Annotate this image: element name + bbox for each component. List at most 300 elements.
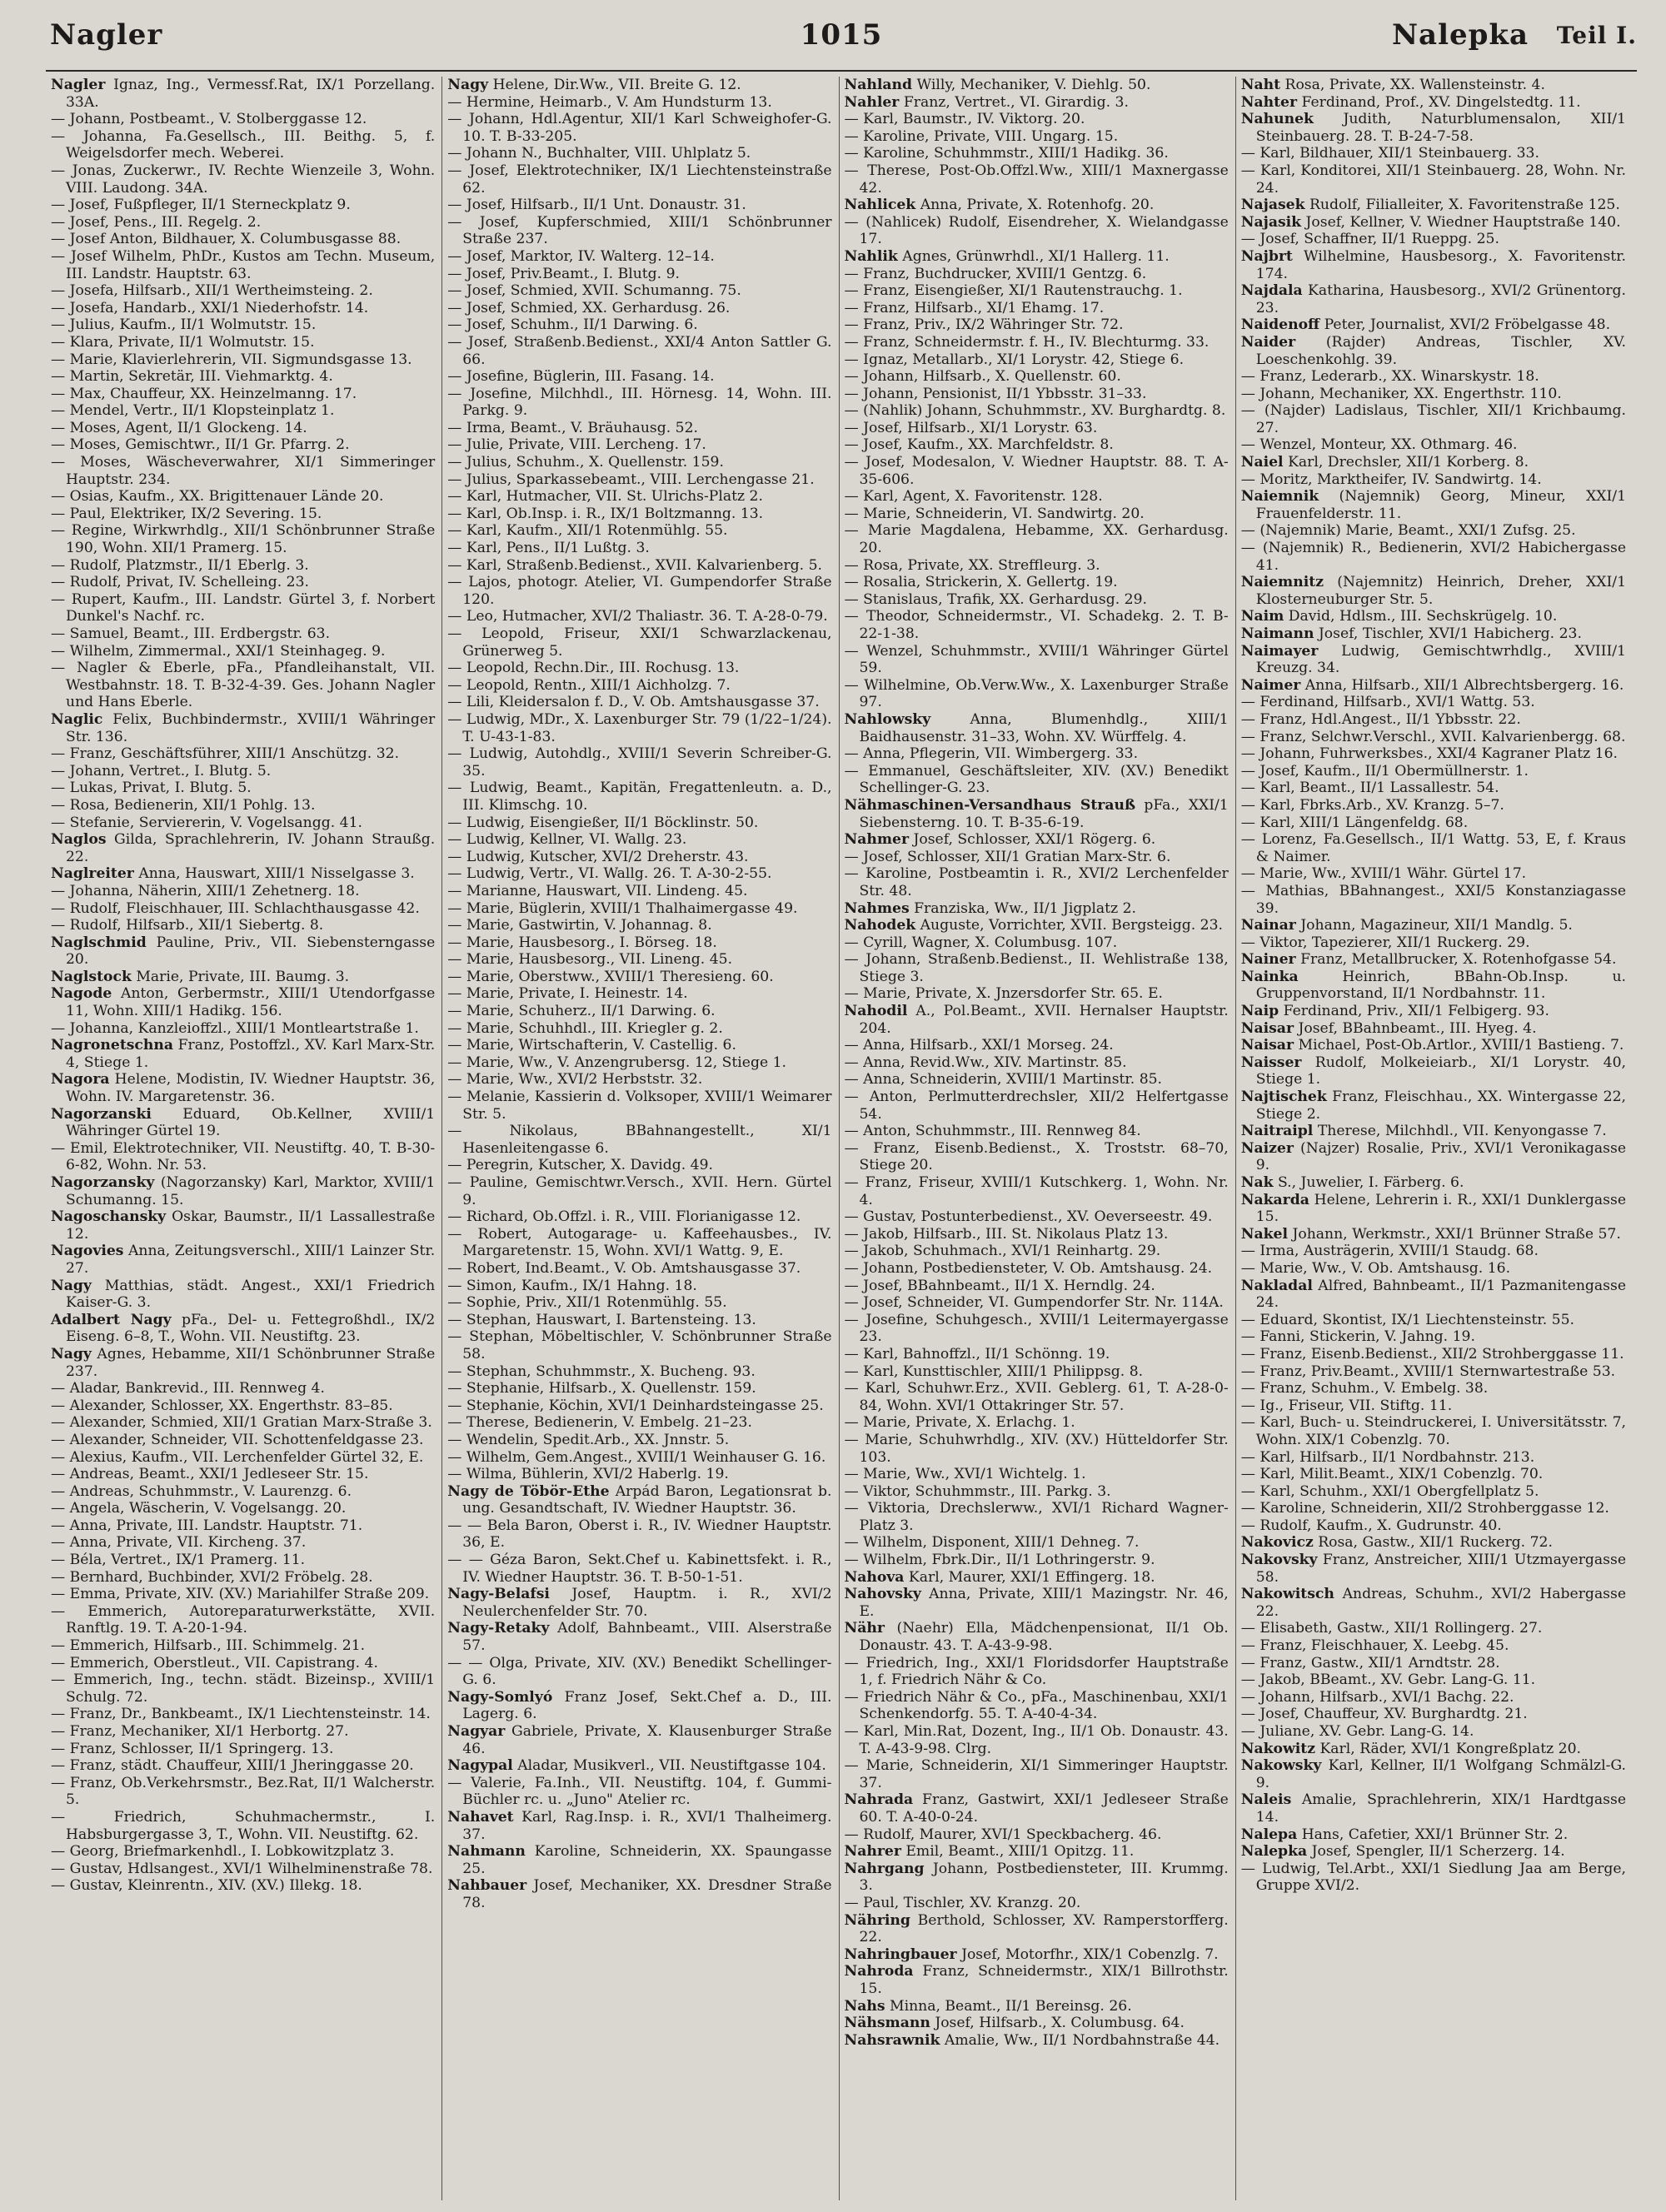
entry-text: — Marie, Schneiderin, VI. Sandwirtg. 20.	[844, 505, 1145, 522]
directory-entry	[1241, 608, 1626, 625]
entry-text: — Franz, städt. Chauffeur, XIII/1 Jheringgasse 20.	[51, 1757, 414, 1775]
directory-entry	[1241, 1020, 1626, 1038]
entry-surname: Nakowitz	[1240, 1740, 1315, 1757]
entry-text: — Mathias, BBahnangest., XXI/5 Konstanziagasse 39.	[1240, 882, 1626, 917]
directory-entry	[447, 1775, 831, 1809]
directory-entry	[1241, 1380, 1626, 1397]
directory-entry	[1241, 745, 1626, 763]
directory-entry	[447, 1278, 831, 1295]
directory-entry	[51, 1037, 435, 1071]
entry-text: Judith, Naturblumensalon, XII/1 Steinbauerg. 28. T. B-24-7-58.	[1255, 111, 1626, 145]
directory-entry	[1241, 1723, 1626, 1741]
header-last-entry: Nalepka	[1391, 18, 1529, 52]
directory-entry	[51, 625, 435, 643]
entry-text: — Lili, Kleidersalon f. D., V. Ob. Amtshausgasse 37.	[447, 694, 820, 711]
column-4	[1236, 77, 1633, 2200]
directory-entry	[845, 591, 1229, 609]
directory-entry	[51, 831, 435, 865]
directory-entry	[447, 1123, 831, 1157]
directory-entry	[51, 436, 435, 454]
directory-entry	[1241, 694, 1626, 711]
directory-entry	[845, 1123, 1229, 1140]
entry-text: Helene, Dir.Ww., VII. Breite G. 12.	[492, 77, 741, 93]
entry-text: Andreas, Schuhm., XVI/2 Habergasse 22.	[1255, 1586, 1626, 1620]
entry-text: Rudolf, Filialleiter, X. Favoritenstraße 125.	[1309, 197, 1620, 214]
entry-text: — Marie, Hausbesorg., I. Börseg. 18.	[447, 934, 717, 951]
entry-surname: Najasik	[1240, 213, 1302, 231]
entry-surname: Nahmes	[844, 899, 910, 917]
entry-text: — Josef, Fußpfleger, II/1 Sterneckplatz 9.	[51, 197, 351, 214]
directory-entry	[51, 1483, 435, 1501]
entry-text: — Richard, Ob.Offzl. i. R., VIII. Florianigasse 12.	[447, 1208, 801, 1226]
entry-text: — Josefine, Milchhdl., III. Hörnesg. 14, Wohn. III. Parkg. 9.	[447, 385, 832, 420]
directory-entry	[447, 162, 831, 197]
directory-entry	[845, 386, 1229, 403]
directory-entry	[845, 985, 1229, 1003]
entry-text: — Karoline, Schuhmmstr., XIII/1 Hadikg. 36.	[844, 145, 1169, 162]
directory-entry	[845, 917, 1229, 934]
directory-entry	[1241, 1655, 1626, 1672]
entry-text: — Johann, Straßenb.Bedienst., II. Wehlistraße 138, Stiege 3.	[844, 951, 1229, 985]
directory-entry	[51, 1517, 435, 1535]
directory-entry	[845, 1620, 1229, 1654]
entry-surname: Nakowitsch	[1240, 1586, 1334, 1603]
entry-text: — Karl, XIII/1 Längenfeldg. 68.	[1240, 814, 1469, 831]
directory-entry	[447, 1363, 831, 1381]
entry-surname: Naim	[1240, 608, 1284, 625]
entry-text: — Josefa, Hilfsarb., XII/1 Wertheimsteing. 2.	[51, 282, 373, 300]
entry-text: — Josef, Kupferschmied, XIII/1 Schönbrunner Straße 237.	[447, 213, 832, 248]
directory-entry	[845, 1003, 1229, 1037]
entry-text: — Emmanuel, Geschäftsleiter, XIV. (XV.) Benedikt Schellinger-G. 23.	[844, 762, 1229, 797]
directory-entry	[51, 797, 435, 815]
directory-entry	[447, 94, 831, 112]
entry-surname: Nalepa	[1240, 1826, 1298, 1843]
directory-entry	[845, 745, 1229, 763]
directory-entry	[845, 574, 1229, 591]
directory-entry	[447, 780, 831, 814]
directory-entry	[1241, 1449, 1626, 1467]
directory-entry	[1241, 162, 1626, 197]
directory-entry	[447, 1449, 831, 1467]
directory-entry	[845, 454, 1229, 488]
entry-text: — Josef, Elektrotechniker, IX/1 Liechtensteinstraße 62.	[447, 162, 832, 197]
entry-text: — Pauline, Gemischtwr.Versch., XVII. Hern. Gürtel 9.	[447, 1174, 832, 1208]
directory-entry	[845, 214, 1229, 248]
directory-entry	[845, 77, 1229, 94]
entry-text: — — Bela Baron, Oberst i. R., IV. Wiedner Hauptstr. 36, E.	[447, 1517, 832, 1552]
directory-entry	[845, 608, 1229, 642]
directory-entry	[845, 1363, 1229, 1381]
entry-text: — Josef, Kaufm., II/1 Obermüllnerstr. 1.	[1240, 762, 1529, 780]
entry-text: — Franz, Fleischhauer, X. Leebg. 45.	[1240, 1637, 1509, 1655]
directory-entry	[1241, 1757, 1626, 1791]
directory-entry	[51, 900, 435, 918]
entry-surname: Nahunek	[1240, 111, 1314, 128]
entry-text: — (Nahlicek) Rudolf, Eisendreher, X. Wielandgasse 17.	[844, 213, 1229, 248]
entry-text: — Alexius, Kaufm., VII. Lerchenfelder Gürtel 32, E.	[51, 1448, 424, 1466]
entry-text: Peter, Journalist, XVI/2 Fröbelgasse 48.	[1324, 316, 1611, 334]
directory-entry	[51, 1414, 435, 1432]
directory-entry	[845, 488, 1229, 506]
entry-surname: Nähring	[844, 1911, 910, 1929]
directory-entry	[51, 231, 435, 248]
directory-entry	[1241, 1037, 1626, 1054]
directory-entry	[447, 677, 831, 695]
directory-entry	[51, 1243, 435, 1277]
entry-text: — Johann, Hdl.Agentur, XII/1 Karl Schweighofer-G. 10. T. B-33-205.	[447, 111, 832, 145]
entry-text: — Marie, Büglerin, XVIII/1 Thalhaimergasse 49.	[447, 899, 798, 917]
entry-text: Agnes, Grünwrhdl., XI/1 Hallerg. 11.	[902, 247, 1170, 265]
entry-text: — Stephanie, Hilfsarb., X. Quellenstr. 159.	[447, 1380, 756, 1397]
entry-text: — Aladar, Bankrevid., III. Rennweg 4.	[51, 1380, 325, 1397]
entry-text: — Marie, Wirtschafterin, V. Castellig. 6.	[447, 1037, 736, 1054]
directory-entry	[447, 1226, 831, 1260]
directory-entry	[1241, 969, 1626, 1003]
entry-text: — Valerie, Fa.Inh., VII. Neustiftg. 104, f. Gummi-Büchler rc. u. „Juno" Atelier rc.	[447, 1774, 832, 1809]
entry-text: — Franz, Gastw., XII/1 Arndtstr. 28.	[1240, 1654, 1500, 1671]
directory-entry	[51, 506, 435, 523]
directory-entry	[51, 1861, 435, 1878]
entry-surname: Nahovsky	[844, 1586, 921, 1603]
entry-text: — Anna, Private, III. Landstr. Hauptstr. 71.	[51, 1517, 363, 1534]
entry-text: — Stanislaus, Trafik, XX. Gerhardusg. 29.	[844, 590, 1147, 608]
entry-surname: Naimer	[1240, 676, 1301, 694]
entry-text: — Stephanie, Köchin, XVI/1 Deinhardsteingasse 25.	[447, 1397, 824, 1414]
entry-surname: Naglic	[51, 710, 103, 728]
entry-surname: Nainer	[1240, 951, 1296, 969]
entry-text: — Ludwig, Vertr., VI. Wallg. 26. T. A-30-2-55.	[447, 865, 772, 883]
entry-text: — Marie, Ww., XVI/2 Herbststr. 32.	[447, 1071, 703, 1089]
entry-surname: Nahbauer	[447, 1877, 527, 1895]
directory-entry	[51, 1106, 435, 1140]
entry-surname: Nahrgang	[844, 1860, 925, 1877]
entry-text: — Josef, Schneider, VI. Gumpendorfer Str. Nr. 114A.	[844, 1294, 1224, 1312]
entry-text: — Viktor, Schuhmmstr., III. Parkg. 3.	[844, 1482, 1111, 1500]
directory-entry	[1241, 1552, 1626, 1586]
directory-entry	[447, 849, 831, 866]
column-2	[442, 77, 839, 2200]
entry-text: Heinrich, BBahn-Ob.Insp. u. Gruppenvorstand, II/1 Nordbahnstr. 11.	[1255, 968, 1627, 1003]
directory-entry	[447, 316, 831, 334]
directory-entry	[51, 1723, 435, 1741]
entry-text: Ludwig, Gemischtwrhdlg., XVIII/1 Kreuzg. 34.	[1255, 642, 1626, 677]
directory-entry	[845, 677, 1229, 711]
entry-surname: Nahter	[1240, 93, 1298, 111]
entry-text: Josef, Hilfsarb., X. Columbusg. 64.	[935, 2015, 1185, 2032]
directory-entry	[447, 969, 831, 986]
entry-text: Franz, Fleischhau., XX. Wintergasse 22, Stiege 2.	[1255, 1089, 1626, 1123]
directory-entry	[51, 1569, 435, 1587]
directory-entry	[1241, 214, 1626, 232]
directory-entry	[447, 574, 831, 608]
entry-text: — Franz, Priv.Beamt., XVIII/1 Sternwartestraße 53.	[1240, 1363, 1616, 1380]
directory-entry	[447, 951, 831, 969]
directory-entry	[845, 643, 1229, 677]
entry-text: — Josefine, Büglerin, III. Fasang. 14.	[447, 368, 715, 386]
entry-surname: Najasek	[1240, 197, 1305, 214]
entry-surname: Nahodek	[844, 917, 916, 934]
entry-text: — Franz, Dr., Bankbeamt., IX/1 Liechtensteinstr. 14.	[51, 1706, 431, 1723]
entry-text: — Paul, Tischler, XV. Kranzg. 20.	[844, 1894, 1081, 1911]
directory-entry	[51, 591, 435, 625]
entry-text: — Karl, Konditorei, XII/1 Steinbauerg. 28, Wohn. Nr. 24.	[1240, 162, 1626, 197]
directory-entry	[51, 420, 435, 437]
entry-surname: Nakladal	[1240, 1277, 1313, 1294]
directory-entry	[51, 334, 435, 351]
entry-text: — Karl, Kunsttischler, XIII/1 Philippsg. 8.	[844, 1363, 1144, 1380]
entry-text: Agnes, Hebamme, XII/1 Schönbrunner Straße 237.	[66, 1345, 436, 1380]
entry-text: — Karl, Ob.Insp. i. R., IX/1 Boltzmanng. 13.	[447, 505, 764, 522]
entry-text: — Josef, Hilfsarb., XI/1 Lorystr. 63.	[844, 419, 1098, 436]
directory-entry	[447, 917, 831, 934]
entry-surname: Nähr	[844, 1620, 885, 1637]
entry-text: — Marie, Schuhhdl., III. Kriegler g. 2.	[447, 1019, 723, 1037]
directory-entry	[845, 1912, 1229, 1946]
directory-entry	[1241, 522, 1626, 540]
entry-text: — Wilhelmine, Ob.Verw.Ww., X. Laxenburger Straße 97.	[844, 676, 1229, 711]
entry-text: — Josef, Kaufm., XX. Marchfeldstr. 8.	[844, 436, 1114, 454]
directory-entry	[51, 1020, 435, 1038]
directory-entry	[1241, 1192, 1626, 1226]
entry-surname: Naglschmid	[51, 934, 147, 951]
entry-text: Wilhelmine, Hausbesorg., X. Favoritenstr. 174.	[1255, 247, 1626, 282]
directory-entry	[447, 1689, 831, 1723]
entry-text: — Ferdinand, Hilfsarb., XVI/1 Wattg. 53.	[1240, 694, 1535, 711]
directory-entry	[845, 1208, 1229, 1226]
entry-surname: Nagy de Töbör-Ethe	[447, 1482, 610, 1500]
entry-text: — Karl, Kaufm., XII/1 Rotenmühlg. 55.	[447, 522, 728, 540]
directory-entry	[845, 522, 1229, 556]
directory-entry	[51, 1432, 435, 1449]
directory-entry	[51, 815, 435, 832]
directory-entry	[447, 266, 831, 283]
directory-entry	[51, 745, 435, 763]
directory-entry	[447, 1397, 831, 1415]
directory-entry	[1241, 402, 1626, 436]
entry-text: — Marie, Klavierlehrerin, VII. Sigmundsgasse 13.	[51, 351, 412, 368]
entry-text: — Ludwig, MDr., X. Laxenburger Str. 79 (1/22–1/24). T. U-43-1-83.	[447, 710, 832, 745]
entry-text: — Rudolf, Kaufm., X. Gudrunstr. 40.	[1240, 1517, 1502, 1534]
directory-entry	[1241, 111, 1626, 145]
directory-entry	[51, 386, 435, 403]
entry-text: — Nagler & Eberle, pFa., Pfandleihanstalt, VII. Westbahnstr. 18. T. B-32-4-39. Ges. Johann Nagler und Hans Eberle.	[51, 660, 436, 711]
directory-entry	[1241, 780, 1626, 797]
entry-text: — Rosa, Bedienerin, XII/1 Pohlg. 13.	[51, 796, 316, 814]
directory-entry	[1241, 1741, 1626, 1758]
entry-text: — Anton, Schuhmmstr., III. Rennweg 84.	[844, 1123, 1141, 1140]
entry-text: Anna, Private, X. Rotenhofg. 20.	[920, 197, 1155, 214]
directory-entry	[1241, 729, 1626, 746]
directory-entry	[51, 77, 435, 111]
entry-text: — Josef Anton, Bildhauer, X. Columbusgasse 88.	[51, 231, 402, 248]
directory-entry	[845, 368, 1229, 386]
entry-text: Hans, Cafetier, XXI/1 Brünner Str. 2.	[1301, 1826, 1569, 1843]
entry-text: Helene, Modistin, IV. Wiedner Hauptstr. 36, Wohn. IV. Margaretenstr. 36.	[66, 1071, 436, 1106]
entry-surname: Naimann	[1240, 625, 1314, 642]
entry-text: Alfred, Bahnbeamt., II/1 Pazmanitengasse 24.	[1255, 1277, 1626, 1312]
entry-text: — Anna, Hilfsarb., XXI/1 Morseg. 24.	[844, 1037, 1114, 1054]
entry-text: (Najemnitz) Heinrich, Dreher, XXI/1 Klosterneuburger Str. 5.	[1255, 574, 1627, 608]
directory-entry	[1241, 1397, 1626, 1415]
directory-entry	[1241, 951, 1626, 969]
entry-text: — Paul, Elektriker, IX/2 Severing. 15.	[51, 505, 322, 522]
entry-text: — Josef, Schuhm., II/1 Darwing. 6.	[447, 316, 698, 334]
directory-entry	[447, 815, 831, 832]
entry-text: — Anna, Revid.Ww., XIV. Martinstr. 85.	[844, 1054, 1127, 1071]
entry-surname: Nähmaschinen-Versandhaus Strauß	[844, 796, 1136, 814]
entry-text: — Karl, Straßenb.Bedienst., XVII. Kalvarienberg. 5.	[447, 556, 822, 574]
entry-surname: Najtischek	[1240, 1089, 1327, 1106]
entry-text: — Moses, Gemischtwr., II/1 Gr. Pfarrg. 2.	[51, 436, 350, 454]
directory-entry	[1241, 574, 1626, 608]
directory-entry	[845, 1655, 1229, 1689]
directory-entry	[51, 1312, 435, 1346]
directory-entry	[1241, 1826, 1626, 1844]
directory-entry	[845, 316, 1229, 334]
entry-surname: Nahsrawnik	[844, 2031, 940, 2049]
entry-text: — Elisabeth, Gastw., XII/1 Rollingerg. 27.	[1240, 1620, 1543, 1637]
column-3	[840, 77, 1236, 2200]
entry-text: — Franz, Hdl.Angest., II/1 Ybbsstr. 22.	[1240, 710, 1521, 728]
entry-text: — Wenzel, Schuhmmstr., XVIII/1 Währinger Gürtel 59.	[844, 642, 1229, 677]
entry-surname: Nakowsky	[1240, 1757, 1322, 1775]
directory-entry	[51, 917, 435, 934]
entry-text: — Marie, Schuhwrhdlg., XIV. (XV.) Hütteldorfer Str. 103.	[844, 1431, 1229, 1466]
entry-text: — Franz, Eisenb.Bedienst., X. Troststr. 68–70, Stiege 20.	[844, 1139, 1229, 1174]
directory-entry	[845, 1689, 1229, 1723]
entry-text: — Marie, Ww., XVI/1 Wichtelg. 1.	[844, 1466, 1086, 1483]
entry-text: — Rudolf, Fleischhauer, III. Schlachthausgasse 42.	[51, 899, 420, 917]
entry-text: Franz, Postoffzl., XV. Karl Marx-Str. 4, Stiege 1.	[66, 1037, 436, 1071]
directory-entry	[51, 1843, 435, 1861]
directory-entry	[447, 282, 831, 300]
entry-text: — Simon, Kaufm., IX/1 Hahng. 18.	[447, 1277, 697, 1294]
entry-text: Josef, Spengler, II/1 Scherzerg. 14.	[1311, 1843, 1565, 1861]
entry-text: — Emil, Elektrotechniker, VII. Neustiftg. 40, T. B-30-6-82, Wohn. Nr. 53.	[51, 1139, 436, 1174]
directory-entry	[845, 900, 1229, 918]
entry-text: Karl, Kellner, II/1 Wolfgang Schmälzl-G. 9.	[1255, 1757, 1626, 1791]
directory-entry	[447, 1037, 831, 1054]
directory-entry	[447, 77, 831, 94]
entry-text: — Max, Chauffeur, XX. Heinzelmanng. 17.	[51, 385, 357, 402]
entry-text: — Karl, Pens., II/1 Lußtg. 3.	[447, 540, 650, 557]
entry-text: — Irma, Beamt., V. Bräuhausg. 52.	[447, 419, 698, 436]
directory-entry	[1241, 1278, 1626, 1312]
directory-entry	[447, 1809, 831, 1843]
directory-entry	[51, 865, 435, 883]
directory-entry	[1241, 883, 1626, 917]
entry-text: — Franz, Mechaniker, XI/1 Herbortg. 27.	[51, 1723, 349, 1740]
entry-text: — Johanna, Kanzleioffzl., XIII/1 Montleartstraße 1.	[51, 1019, 419, 1037]
directory-entry	[447, 436, 831, 454]
entry-text: Therese, Milchhdl., VII. Kenyongasse 7.	[1317, 1123, 1607, 1140]
entry-text: — Marianne, Hauswart, VII. Lindeng. 45.	[447, 882, 748, 899]
entry-text: — Marie, Schneiderin, XI/1 Simmeringer Hauptstr. 37.	[844, 1757, 1229, 1791]
entry-text: — Jakob, Schuhmach., XVI/1 Reinhartg. 29.	[844, 1243, 1161, 1260]
directory-entry	[447, 1380, 831, 1397]
directory-entry	[51, 1586, 435, 1603]
directory-entry	[845, 1174, 1229, 1208]
entry-text: Helene, Lehrerin i. R., XXI/1 Dunklergasse 15.	[1255, 1191, 1626, 1226]
directory-entry	[51, 1174, 435, 1208]
directory-entry	[845, 402, 1229, 420]
directory-entry	[1241, 1003, 1626, 1020]
entry-surname: Nagyar	[447, 1723, 506, 1740]
directory-entry	[51, 1500, 435, 1517]
directory-entry	[845, 1895, 1229, 1912]
entry-text: — Osias, Kaufm., XX. Brigittenauer Lände 20.	[51, 488, 384, 506]
directory-entry	[845, 436, 1229, 454]
entry-text: — Johann, Postbediensteter, V. Ob. Amtshausg. 24.	[844, 1259, 1213, 1277]
entry-text: — Emmerich, Autoreparaturwerkstätte, XVII. Ranftlg. 19. T. A-20-1-94.	[51, 1602, 436, 1637]
directory-entry	[51, 1534, 435, 1552]
directory-entry	[845, 2015, 1229, 2032]
directory-entry	[1241, 677, 1626, 695]
directory-entry	[447, 1157, 831, 1174]
directory-entry	[1241, 1123, 1626, 1140]
directory-entry	[845, 1843, 1229, 1861]
entry-surname: Nagronetschna	[51, 1037, 174, 1054]
directory-entry	[1241, 540, 1626, 574]
entry-text: David, Hdlsm., III. Sechskrügelg. 10.	[1288, 608, 1558, 625]
entry-text: — Fanni, Stickerin, V. Jahng. 19.	[1240, 1328, 1475, 1346]
entry-text: Ferdinand, Priv., XII/1 Felbigerg. 93.	[1283, 1003, 1549, 1020]
entry-text: — Karl, Schuhm., XXI/1 Obergfellplatz 5.	[1240, 1482, 1539, 1500]
entry-text: — Gustav, Postunterbedienst., XV. Oeverseestr. 49.	[844, 1208, 1213, 1226]
directory-entry	[51, 248, 435, 282]
directory-entry	[1241, 1363, 1626, 1381]
entry-text: Johann, Werkmstr., XXI/1 Brünner Straße 57.	[1292, 1225, 1621, 1243]
entry-surname: Nakel	[1240, 1225, 1288, 1243]
directory-entry	[845, 711, 1229, 745]
entry-text: — — Géza Baron, Sekt.Chef u. Kabinettsfekt. i. R., IV. Wiedner Hauptstr. 36. T. B-50-1-51.	[447, 1552, 832, 1586]
entry-text: — Johann, Fuhrwerksbes., XXI/4 Kagraner Platz 16.	[1240, 745, 1619, 763]
entry-text: Karl, Räder, XVI/1 Kongreßplatz 20.	[1319, 1740, 1582, 1757]
directory-entry	[1241, 145, 1626, 162]
entry-surname: Naimayer	[1240, 642, 1319, 660]
entry-text: Johann, Magazineur, XII/1 Mandlg. 5.	[1300, 917, 1573, 934]
entry-surname: Naleis	[1240, 1791, 1292, 1809]
entry-text: — Marie Magdalena, Hebamme, XX. Gerhardusg. 20.	[844, 522, 1229, 557]
entry-text: — Leo, Hutmacher, XVI/2 Thaliastr. 36. T. A-28-0-79.	[447, 608, 828, 625]
entry-text: Franz, Anstreicher, XIII/1 Utzmayergasse 58.	[1255, 1552, 1626, 1586]
directory-entry	[1241, 488, 1626, 522]
directory-entry	[447, 1432, 831, 1449]
directory-entry	[447, 831, 831, 849]
entry-text: — Ludwig, Kellner, VI. Wallg. 23.	[447, 831, 687, 849]
directory-entry	[1241, 368, 1626, 386]
entry-surname: Adalbert Nagy	[51, 1311, 172, 1328]
entry-surname: Nagy-Somlyó	[447, 1688, 553, 1706]
page-header	[46, 18, 1637, 68]
entry-text: — Franz, Schlosser, II/1 Springerg. 13.	[51, 1740, 334, 1757]
directory-entry	[845, 1946, 1229, 1964]
entry-text: — Alexander, Schneider, VII. Schottenfeldgasse 23.	[51, 1431, 424, 1448]
entry-text: — Ludwig, Beamt., Kapitän, Fregattenleutn. a. D., III. Klimschg. 10.	[447, 780, 832, 814]
entry-text: Felix, Buchbindermstr., XVIII/1 Währinger Str. 136.	[66, 710, 436, 745]
entry-text: — Rudolf, Hilfsarb., XII/1 Siebertg. 8.	[51, 917, 324, 934]
entry-text: Franz, Metallbrucker, X. Rotenhofgasse 54.	[1300, 951, 1617, 969]
entry-text: — Moritz, Marktheifer, IV. Sandwirtg. 14.	[1240, 471, 1542, 488]
entry-text: — Johann, Hilfsarb., XVI/1 Bachg. 22.	[1240, 1688, 1514, 1706]
directory-entry	[447, 300, 831, 317]
entry-text: — Angela, Wäscherin, V. Vogelsangg. 20.	[51, 1500, 347, 1517]
directory-entry	[845, 1586, 1229, 1620]
entry-text: Anna, Hauswart, XIII/1 Nisselgasse 3.	[138, 865, 415, 883]
entry-text: Anton, Gerbermstr., XIII/1 Utendorfgasse 11, Wohn. XIII/1 Hadikg. 156.	[66, 985, 436, 1020]
directory-entry	[845, 506, 1229, 523]
